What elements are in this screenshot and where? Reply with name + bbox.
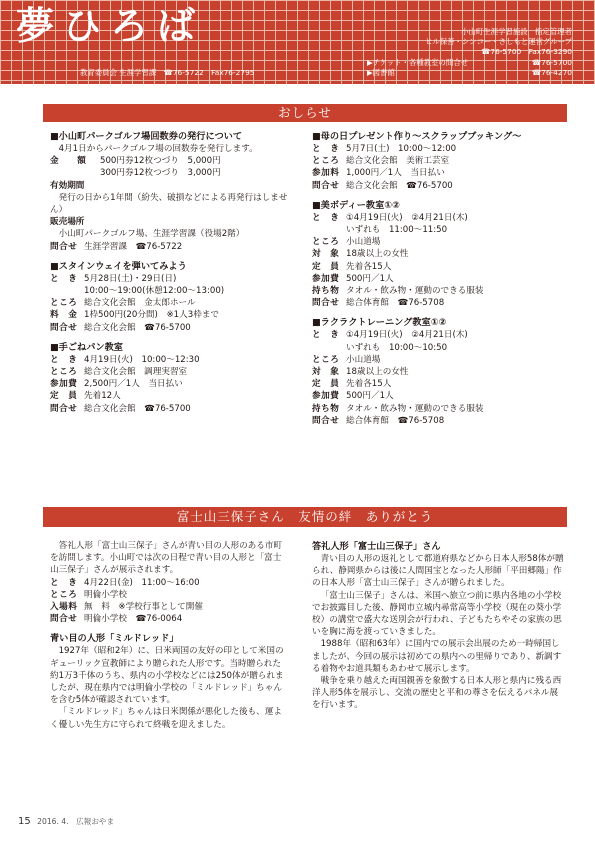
fee-value: 500円／1人 bbox=[346, 273, 394, 284]
contact-value: 総合体育館 ☎76-5708 bbox=[346, 298, 445, 309]
mihoko-paragraph-4: 戦争を乗り越えた両国親善を象徴する日本人形と県内に残る西洋人形5体を展示し、交流の歴史と平和の尊さを伝えるパネル展を行います。 bbox=[312, 676, 562, 711]
fee-label: 参加費 bbox=[312, 273, 340, 284]
admission-value: 無 料 ※学校行事として開催 bbox=[84, 602, 203, 613]
contact-label: 問合せ bbox=[50, 322, 78, 333]
items-value: タオル・飲み物・運動のできる服装 bbox=[346, 403, 484, 414]
parkgolf-intro: 4月1日からパークゴルフ場の回数券を発行します。 bbox=[58, 144, 258, 154]
target-value: 18歳以上の女性 bbox=[346, 367, 409, 378]
fee-label: 料 金 bbox=[50, 310, 78, 321]
where-label: ところ bbox=[50, 589, 78, 600]
doll-left-column bbox=[50, 540, 288, 731]
relax-items-row bbox=[312, 403, 564, 415]
where-value: 総合文化会館 調理実習室 bbox=[84, 367, 188, 378]
notice-banner: おしらせ bbox=[43, 104, 567, 122]
parkgolf-price-row bbox=[50, 155, 288, 167]
steinway-contact-row bbox=[50, 322, 288, 334]
fee-value: 1,000円／1人 当日払い bbox=[346, 168, 445, 179]
doll-where-row bbox=[50, 589, 288, 601]
sales-label: 販売場所 bbox=[50, 217, 85, 228]
contact-label: 問合せ bbox=[312, 415, 340, 426]
when-label: と き bbox=[312, 212, 340, 223]
relax-when-row bbox=[312, 329, 564, 341]
bread-when-row bbox=[50, 354, 288, 366]
mihoko-paragraph-3: 1988年（昭和63年）に国内での展示会出展のため一時帰国しましたが、今回の展示は初めての県内への里帰りであり、新調する着物やお道具類もあわせて展示します。 bbox=[312, 639, 562, 674]
bodyclass-heading: ■美ボディー教室①② bbox=[312, 199, 400, 211]
capacity-label: 定 員 bbox=[312, 379, 340, 390]
mildred-paragraph-1: 1927年（昭和2年）に、日米両国の友好の印として米国のギューリック宣教師により贈られた人形です。当時贈られた約1万3千体のうち、県内の小学校などには250体が贈られましたが、現在県内では明倫小学校の「ミルドレッド」ちゃんを含む5体が確認されています。 bbox=[50, 646, 284, 706]
contact-label: 問合せ bbox=[50, 614, 78, 625]
bodyclass-fee-row bbox=[312, 273, 564, 285]
where-label: ところ bbox=[312, 237, 340, 248]
contact-value: 総合文化会館 ☎76-5700 bbox=[84, 322, 191, 333]
when-label: と き bbox=[312, 144, 340, 154]
footer-text: 2016. 4. 広報おやま bbox=[37, 817, 115, 826]
steinway-fee-row bbox=[50, 309, 288, 321]
items-label: 持ち物 bbox=[312, 403, 340, 414]
bread-heading: ■手ごねパン教室 bbox=[50, 341, 123, 353]
when-label: と き bbox=[50, 273, 78, 284]
validity-label: 有効期間 bbox=[50, 180, 85, 191]
admission-label: 入場料 bbox=[50, 602, 78, 613]
when-value-2: いずれも 11:00～11:50 bbox=[346, 225, 448, 236]
target-value: 18歳以上の女性 bbox=[346, 249, 409, 260]
contact-value: 明倫小学校 ☎76-0064 bbox=[84, 614, 183, 625]
mothersday-where-row bbox=[312, 155, 564, 167]
contact-label: 問合せ bbox=[312, 180, 340, 191]
fee-value: 2,500円／1人 当日払い bbox=[84, 379, 183, 390]
steinway-where-row bbox=[50, 297, 288, 309]
steinway-when-row bbox=[50, 273, 288, 285]
relax-where-row bbox=[312, 354, 564, 366]
contact-label: 問合せ bbox=[312, 298, 340, 309]
where-value: 総合文化会館 美術工芸室 bbox=[346, 156, 450, 167]
mothersday-heading: ■母の日プレゼント作り～スクラップブッキング～ bbox=[312, 131, 522, 142]
relax-heading: ■ラクラクトレーニング教室①② bbox=[312, 317, 447, 329]
fee-label: 参加費 bbox=[312, 391, 340, 402]
when-value: 4月22日(金) 11:00～16:00 bbox=[84, 577, 200, 588]
fee-label: 参加費 bbox=[50, 379, 78, 390]
doll-intro: 答礼人形「富士山三保子」さんが青い目の人形のある市町を訪問します。小山町では次の日程で青い目の人形と「富士山三保子」さんが展示されます。 bbox=[50, 541, 283, 576]
target-label: 対 象 bbox=[312, 249, 340, 260]
doll-admission-row bbox=[50, 601, 288, 613]
page-title: 夢ひろば bbox=[16, 4, 205, 48]
bodyclass-items-row bbox=[312, 285, 564, 297]
price-value-1: 500円券12枚つづり 5,000円 bbox=[100, 156, 221, 167]
steinway-heading: ■スタインウェイを弾いてみよう bbox=[50, 260, 187, 272]
where-value: 小山道場 bbox=[346, 354, 381, 365]
when-value-2: いずれも 10:00～10:50 bbox=[346, 342, 448, 353]
bodyclass-when-row bbox=[312, 212, 564, 224]
contact-value: 生涯学習課 ☎76-5722 bbox=[84, 241, 183, 252]
when-value: ①4月19日(火) ②4月21日(木) bbox=[346, 212, 468, 223]
manager-line-1: 小山町生涯学習施設 指定管理者 bbox=[461, 27, 572, 36]
when-value: 5月7日(土) 10:00～12:00 bbox=[346, 144, 457, 154]
bodyclass-contact-row bbox=[312, 297, 564, 309]
bread-fee-row bbox=[50, 378, 288, 390]
manager-line-3: ☎76-5700 Fax76-3290 bbox=[481, 47, 572, 56]
when-label: と き bbox=[50, 354, 78, 365]
bread-where-row bbox=[50, 366, 288, 378]
manager-line-2: ヒル保善・シンコー・さしもと運営グループ bbox=[424, 37, 572, 46]
bodyclass-capacity-row bbox=[312, 261, 564, 273]
contact-value: 総合文化会館 ☎76-5700 bbox=[346, 180, 453, 191]
price-label: 金 額 bbox=[50, 156, 87, 167]
when-value: ①4月19日(火) ②4月21日(木) bbox=[346, 330, 468, 341]
issuer-line: 教育委員会 生涯学習課 ☎76-5722 Fax76-2795 bbox=[80, 68, 255, 77]
capacity-value: 先着各15人 bbox=[346, 379, 392, 390]
parkgolf-contact-row bbox=[50, 241, 288, 253]
masthead bbox=[0, 0, 595, 84]
contact-label: 問合せ bbox=[50, 241, 78, 252]
bread-capacity-row bbox=[50, 390, 288, 402]
mihoko-paragraph-1: 青い目の人形の返礼として都道府県などから日本人形58体が贈られ、静岡県からは後に人間国宝となった人形師「平田郷陽」作の日本人形「富士山三保子」さんが贈られました。 bbox=[312, 554, 564, 589]
when-label: と き bbox=[50, 577, 78, 588]
relax-capacity-row bbox=[312, 378, 564, 390]
mihoko-heading: 答礼人形「富士山三保子」さん bbox=[312, 541, 441, 552]
fee-value: 1枠500円(20分間) ※1人3枠まで bbox=[84, 310, 219, 321]
notice-left-column bbox=[50, 130, 288, 415]
capacity-label: 定 員 bbox=[312, 261, 340, 272]
where-value: 総合文化会館 金太郎ホール bbox=[84, 298, 196, 309]
library-contact-label: ▶図書館 bbox=[367, 68, 395, 77]
doll-contact-row bbox=[50, 613, 288, 625]
mothersday-when-row bbox=[312, 143, 564, 155]
when-value-2: 10:00～19:00(休憩12:00～13:00) bbox=[84, 286, 225, 297]
bread-contact-row bbox=[50, 403, 288, 415]
when-value: 4月19日(火) 10:00～12:30 bbox=[84, 354, 200, 365]
contact-label: 問合せ bbox=[50, 403, 78, 414]
sales-value: 小山町パークゴルフ場、生涯学習課（役場2階） bbox=[58, 229, 245, 240]
where-label: ところ bbox=[312, 156, 340, 167]
mothersday-contact-row bbox=[312, 180, 564, 192]
mildred-paragraph-2: 「ミルドレッド」ちゃんは日米関係が悪化した後も、運よく優しい先生方に守られて終戦を迎えました。 bbox=[50, 707, 282, 730]
relax-fee-row bbox=[312, 390, 564, 402]
where-label: ところ bbox=[50, 367, 78, 378]
when-label: と き bbox=[312, 330, 340, 341]
where-label: ところ bbox=[50, 298, 78, 309]
contact-value: 総合文化会館 ☎76-5700 bbox=[84, 403, 191, 414]
library-contact-tel: ☎76-4270 bbox=[531, 68, 572, 77]
contact-value: 総合体育館 ☎76-5708 bbox=[346, 415, 445, 426]
target-label: 対 象 bbox=[312, 367, 340, 378]
fee-value: 500円／1人 bbox=[346, 391, 394, 402]
page-footer bbox=[18, 816, 114, 827]
capacity-value: 先着12人 bbox=[84, 391, 121, 402]
items-label: 持ち物 bbox=[312, 286, 340, 297]
relax-contact-row bbox=[312, 415, 564, 427]
price-value-2: 300円券12枚つづり 3,000円 bbox=[100, 168, 221, 179]
capacity-label: 定 員 bbox=[50, 391, 78, 402]
mothersday-fee-row bbox=[312, 167, 564, 179]
where-label: ところ bbox=[312, 354, 340, 365]
doll-right-column bbox=[312, 540, 564, 712]
ticket-contact-label: ▶チケット・各種教室の問合せ bbox=[367, 58, 469, 67]
mildred-heading: 青い目の人形「ミルドレッド」 bbox=[50, 633, 179, 645]
page-number: 15 bbox=[18, 816, 31, 827]
bodyclass-where-row bbox=[312, 236, 564, 248]
items-value: タオル・飲み物・運動のできる服装 bbox=[346, 286, 484, 297]
where-value: 小山道場 bbox=[346, 237, 381, 248]
bodyclass-target-row bbox=[312, 248, 564, 260]
capacity-value: 先着各15人 bbox=[346, 261, 392, 272]
ticket-contact-tel: ☎76-5700 bbox=[531, 58, 572, 67]
notice-right-column bbox=[312, 130, 564, 427]
doll-banner: 富士山三保子さん 友情の絆 ありがとう bbox=[43, 507, 567, 527]
when-value: 5月28日(土)・29日(日) bbox=[84, 273, 177, 284]
mihoko-paragraph-2: 「富士山三保子」さんは、米国へ旅立つ前に県内各地の小学校でお披露目した後、静岡市立城内尋常高等小学校（現在の葵小学校）の講堂で盛大な送別会が行われ、子どもたちやその家族の思いを胸に海を渡っていきました。 bbox=[312, 590, 562, 638]
validity-value: 発行の日から1年間（紛失、破損などによる再発行はしません） bbox=[50, 192, 288, 216]
parkgolf-heading: ■小山町パークゴルフ場回数券の発行について bbox=[50, 131, 243, 142]
where-value: 明倫小学校 bbox=[84, 589, 127, 600]
doll-when-row bbox=[50, 577, 288, 589]
relax-target-row bbox=[312, 366, 564, 378]
fee-label: 参加料 bbox=[312, 168, 340, 179]
